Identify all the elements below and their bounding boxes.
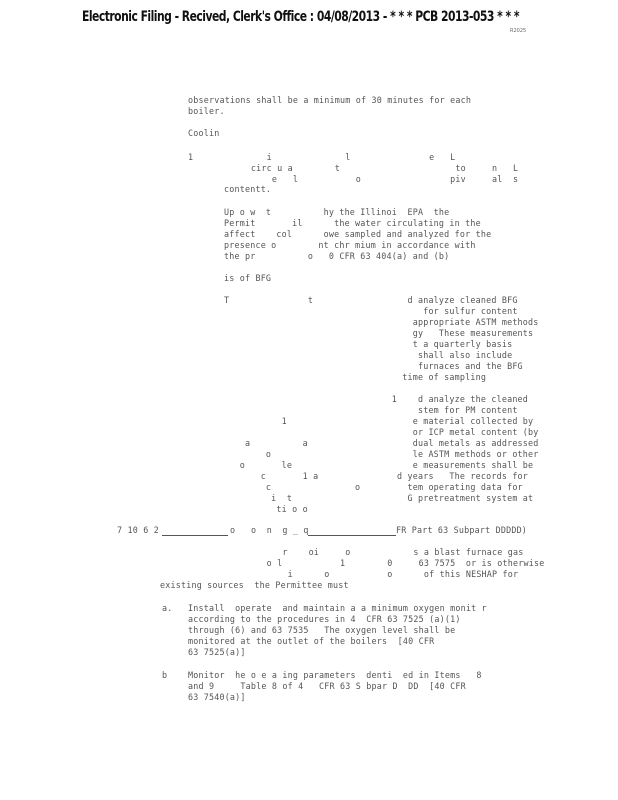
- pm-line-5: a a dual metals as addressed: [224, 438, 539, 448]
- sulfur-line-5: t a quarterly basis: [224, 339, 513, 349]
- pm-line-3: 1 e material collected by: [224, 416, 534, 426]
- chromium-line-5: the pr o 0 CFR 63 404(a) and (b): [224, 251, 450, 261]
- applicability-line-3: i o o of this NESHAP for: [188, 569, 519, 579]
- pm-line-11: ti o o: [224, 504, 308, 514]
- item-a-marker: a.: [162, 603, 173, 613]
- chromium-line-4: presence o nt chr mium in accordance with: [224, 240, 476, 250]
- chromium-line-2: Permit il the water circulating in the: [224, 218, 481, 228]
- filing-header: Electronic Filing - Recived, Clerk's Office : 04/08/2013 - * * * PCB 2013-053 * * *: [82, 8, 520, 25]
- sulfur-line-1: T t d analyze cleaned BFG: [224, 295, 518, 305]
- sulfur-line-7: furnaces and the BFG: [224, 361, 523, 371]
- cooling-heading: Coolin: [188, 128, 220, 138]
- pm-line-8: c 1 a d years The records for: [224, 471, 529, 481]
- item-a-line-2: according to the procedures in 4 CFR 63 7525 (a)(1): [188, 614, 461, 624]
- cooling-line-3: e l o piv al s: [188, 174, 519, 184]
- item-a-line-4: monitored at the outlet of the boilers [40 CFR: [188, 636, 435, 646]
- section-heading-left: o o n g _ q: [230, 525, 309, 535]
- cooling-line-4: contentt.: [224, 184, 272, 194]
- sulfur-line-4: gy These measurements: [224, 328, 534, 338]
- item-a-line-3: through (6) and 63 7535 The oxygen level shall be: [188, 625, 456, 635]
- pm-line-7: o le e measurements shall be: [224, 460, 534, 470]
- item-b-line-3: 63 7540(a)]: [188, 692, 246, 702]
- cooling-line-1: 1 i l e L: [188, 152, 456, 162]
- section-number: 7 10 6 2: [117, 525, 159, 535]
- pm-line-1: 1 d analyze the cleaned: [224, 394, 529, 404]
- applicability-line-1: r oi o s a blast furnace gas: [188, 547, 524, 557]
- chromium-line-3: affect col owe sampled and analyzed for the: [224, 229, 492, 239]
- item-a-line-1: Install operate and maintain a a minimum oxygen monit r: [188, 603, 487, 613]
- item-b-line-2: and 9 Table 8 of 4 CFR 63 S bpar D DD [40 CFR: [188, 681, 466, 691]
- pm-line-10: i t G pretreatment system at: [224, 493, 534, 503]
- cooling-line-2: circ u a t to n L: [188, 163, 519, 173]
- pm-line-2: stem for PM content: [224, 405, 518, 415]
- corner-mark: R2025: [510, 28, 527, 34]
- item-b-marker: b: [162, 670, 168, 680]
- observations-line-2: boiler.: [188, 106, 225, 116]
- section-rule-left: [162, 535, 228, 536]
- applicability-line-2: o l 1 0 63 7575 or is otherwise: [188, 558, 545, 568]
- sulfur-line-3: appropriate ASTM methods: [224, 317, 539, 327]
- section-rule-middle: [308, 535, 396, 536]
- observations-line-1: observations shall be a minimum of 30 minutes for each: [188, 95, 472, 105]
- bfg-heading: is of BFG: [224, 273, 272, 283]
- sulfur-line-8: time of sampling: [224, 372, 487, 382]
- item-b-line-1: Monitor he o e a ing parameters denti ed in Items 8: [188, 670, 482, 680]
- pm-line-6: o le ASTM methods or other: [224, 449, 539, 459]
- existing-sources-line: existing sources the Permittee must: [160, 580, 349, 590]
- sulfur-line-6: shall also include: [224, 350, 513, 360]
- pm-line-4: or ICP metal content (by: [224, 427, 539, 437]
- pm-line-9: c o tem operating data for: [224, 482, 523, 492]
- item-a-line-5: 63 7525(a)]: [188, 647, 246, 657]
- section-heading-right: FR Part 63 Subpart DDDDD): [396, 525, 528, 535]
- sulfur-line-2: for sulfur content: [224, 306, 518, 316]
- chromium-line-1: Up o w t hy the Illinoi EPA the: [224, 207, 450, 217]
